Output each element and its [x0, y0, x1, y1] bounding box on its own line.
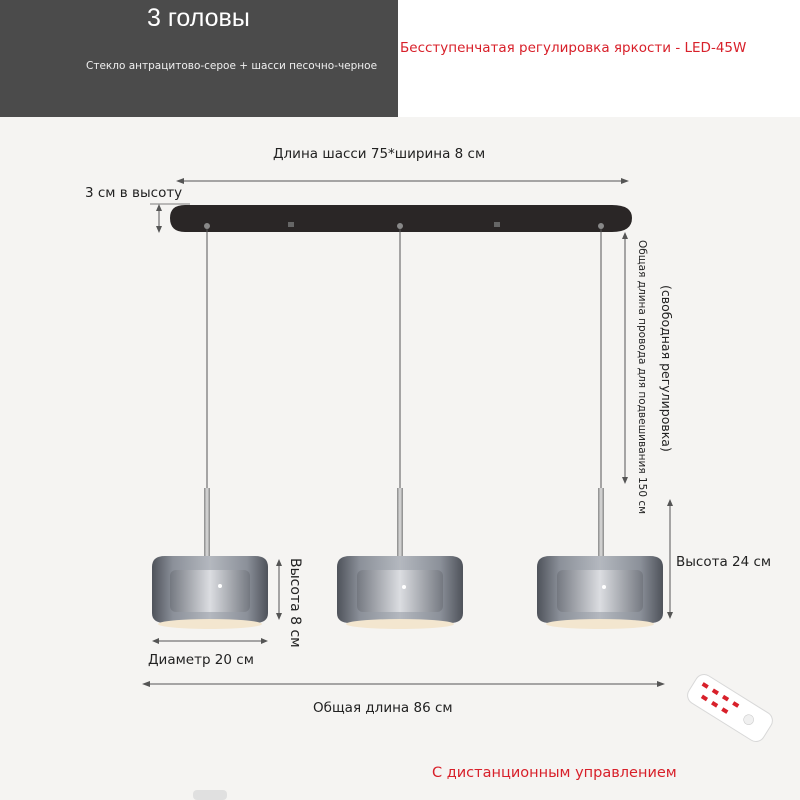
- brightness-note: Бесступенчатая регулировка яркости - LED-45W: [400, 40, 747, 56]
- total-length-dimension: [142, 681, 665, 687]
- chassis-size-label: Длина шасси 75*ширина 8 см: [273, 146, 486, 162]
- wire-length-label: Общая длина провода для подвешивания 150 см: [636, 240, 648, 515]
- wire-length-dimension: [622, 232, 628, 484]
- wire-adjust-label: (свободная регулировка): [659, 285, 674, 452]
- suspension-rods: [204, 488, 604, 558]
- shade-diameter-dimension: [152, 638, 268, 644]
- lamp-height-dimension: [667, 499, 673, 619]
- chassis-width-dimension: [176, 178, 629, 184]
- chassis-plate: [170, 205, 632, 232]
- remote-note: С дистанционным управлением: [432, 765, 677, 781]
- chassis-height-label: 3 см в высоту: [85, 185, 183, 201]
- shade-diameter-label: Диаметр 20 см: [148, 652, 254, 668]
- shade-height-label: Высота 8 см: [287, 558, 303, 648]
- glass-shade: [537, 556, 663, 629]
- partial-product-image: [193, 790, 227, 800]
- suspension-wires: [207, 229, 601, 488]
- remote-control-icon: [684, 671, 776, 745]
- header-title: 3 головы: [147, 4, 250, 32]
- header-subtitle: Стекло антрацитово-серое + шасси песочно-черное: [86, 60, 378, 72]
- glass-shade: [337, 556, 463, 629]
- shade-height-dimension: [276, 559, 282, 620]
- glass-shade: [152, 556, 268, 629]
- total-length-label: Общая длина 86 см: [313, 700, 453, 716]
- lamp-height-label: Высота 24 см: [676, 554, 772, 570]
